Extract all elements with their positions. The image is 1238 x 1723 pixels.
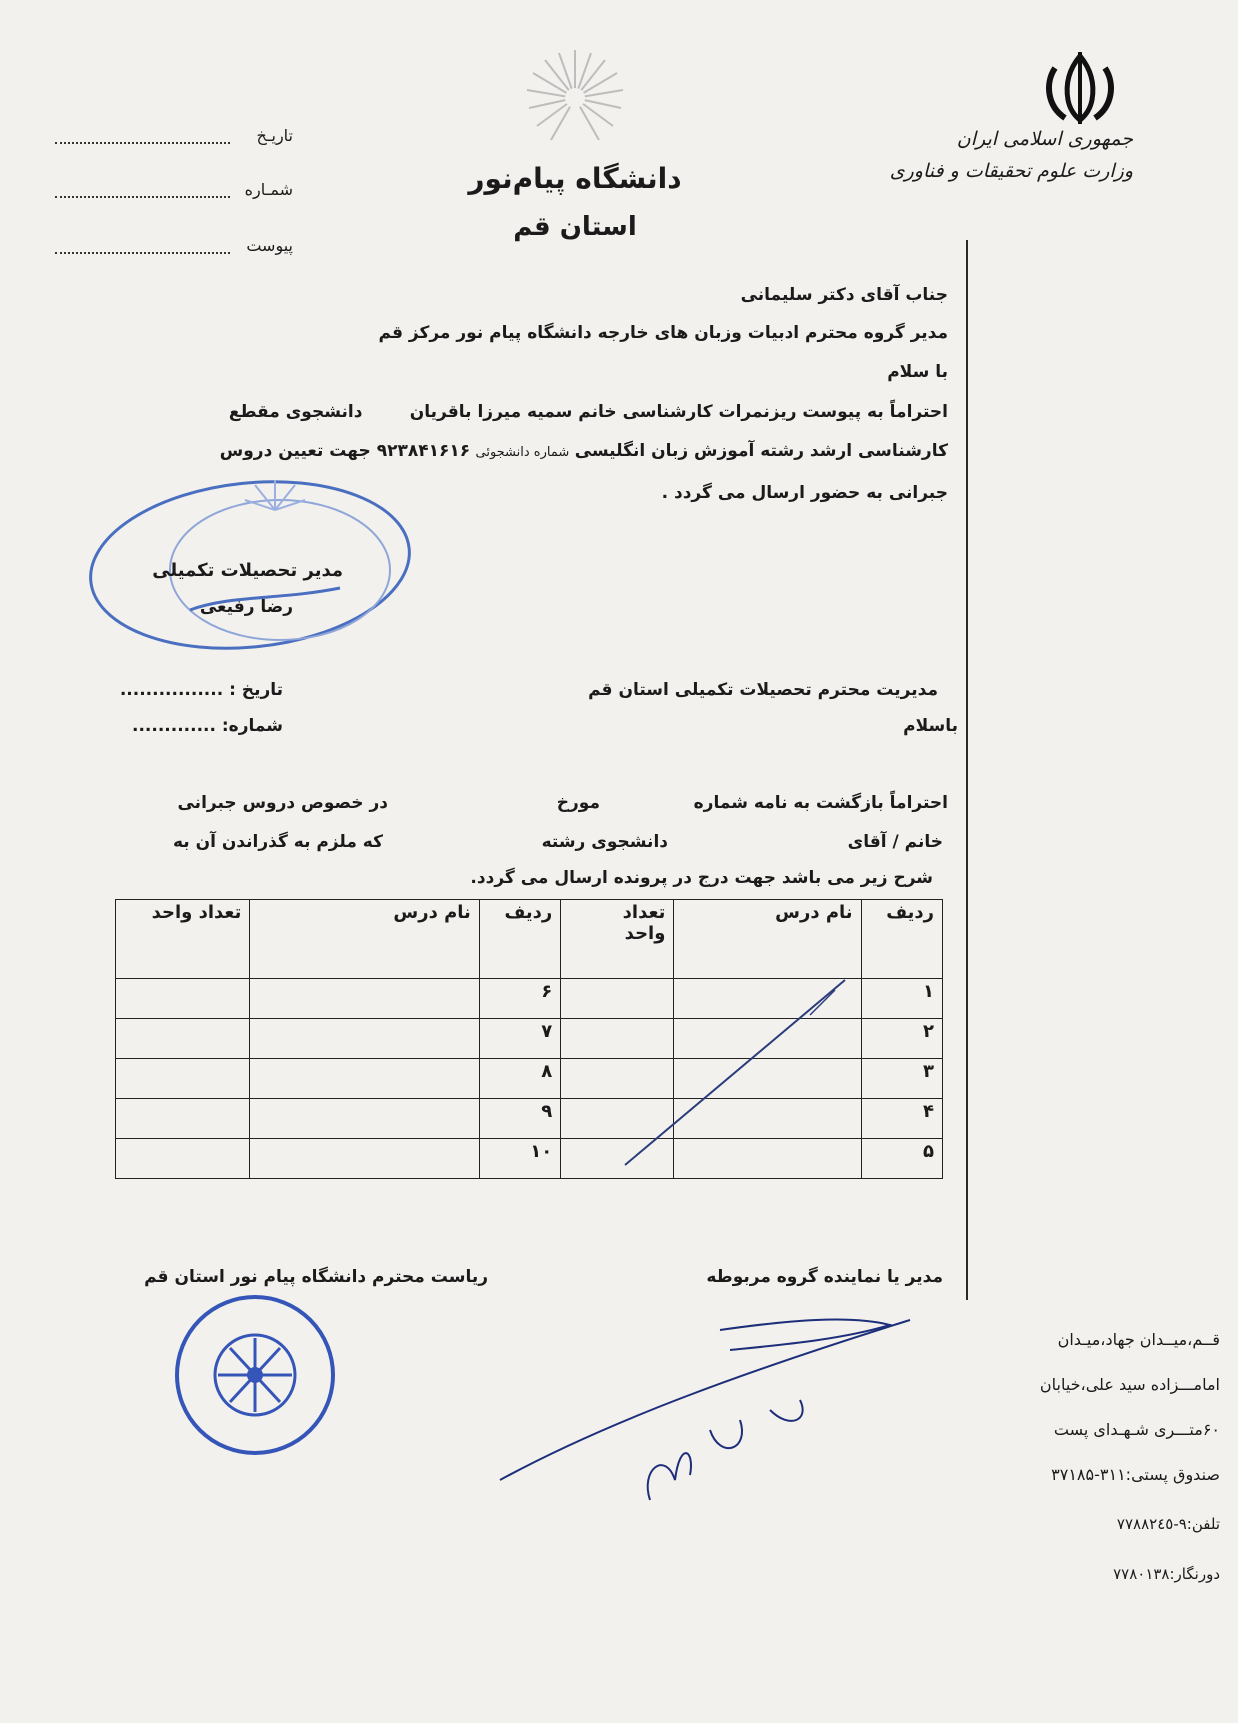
stamp-title: مدیر تحصیلات تکمیلی <box>152 560 343 581</box>
header-units-2: تعداد واحد <box>116 900 250 979</box>
strike-through-line-icon <box>620 975 850 1170</box>
university-name: دانشگاه پیام‌نور <box>468 162 682 195</box>
row-number: ۷ <box>479 1018 560 1058</box>
reply-line3: شرح زیر می باشد جهت درج در پرونده ارسال می گردد. <box>470 868 933 888</box>
reply-line1-c: در خصوص دروس جبرانی <box>177 793 388 813</box>
address-line-2: امامـــزاده سید علی،خیابان <box>1039 1375 1220 1394</box>
body-line-3: جبرانی به حضور ارسال می گردد . <box>661 483 948 503</box>
reply-line2-b: دانشجوی رشته <box>541 832 668 852</box>
reply-number-label: شماره: <box>221 716 283 736</box>
row-number: ۴ <box>861 1098 942 1138</box>
number-label: شمـاره <box>244 180 293 199</box>
number-field <box>55 192 230 198</box>
row-number: ۱ <box>861 978 942 1018</box>
row-number: ۳ <box>861 1058 942 1098</box>
university-seal-icon <box>170 1290 340 1460</box>
body-line-2-id-label: شماره دانشجوئی <box>475 445 570 460</box>
row-number: ۸ <box>479 1058 560 1098</box>
reply-number-value: ............. <box>131 716 216 736</box>
header-row-no-1: ردیف <box>861 900 942 979</box>
header-row-no-2: ردیف <box>479 900 560 979</box>
row-number: ۱۰ <box>479 1138 560 1178</box>
header-course-2: نام درس <box>250 900 479 979</box>
phone-number: تلفن:۹-۷۷۸۸۲٤٥ <box>1116 1515 1220 1533</box>
attachment-label: پیوست <box>246 236 293 255</box>
header-units-1-line2: واحد <box>624 923 666 944</box>
margin-rule <box>966 240 968 1300</box>
date-field <box>55 138 230 144</box>
header-course-1: نام درس <box>674 900 861 979</box>
header-units-1-line1: تعداد <box>622 902 666 923</box>
ministry-line1: جمهوری اسلامی ایران <box>956 128 1133 150</box>
row-number: ۶ <box>479 978 560 1018</box>
body-line-1: احتراماً به پیوست ریزنمرات کارشناسی خانم سمیه میرزا باقریان دانشجوی مقطع <box>228 402 948 422</box>
row-number: ۲ <box>861 1018 942 1058</box>
body-line-2-id: ۹۲۳۸۴۱۶۱۶ جهت تعیین دروس <box>219 441 471 461</box>
reply-date-label: تاریخ : <box>229 680 283 700</box>
address-line-3: ۶۰متـــری شـهـدای پست <box>1053 1420 1220 1439</box>
group-head-signature-label: مدیر یا نماینده گروه مربوطه <box>706 1267 943 1287</box>
ministry-line2: وزارت علوم تحقیقات و فناوری <box>889 160 1133 182</box>
reply-date-value: ................ <box>119 680 224 700</box>
body-line-2-program: کارشناسی ارشد رشته آموزش زبان انگلیسی <box>574 441 948 461</box>
reply-line1-b: مورخ <box>556 793 600 813</box>
handwritten-signature-icon <box>490 1300 920 1520</box>
reply-line2-a: خانم / آقای <box>847 832 943 852</box>
row-number: ۵ <box>861 1138 942 1178</box>
province-name: استان قم <box>513 212 637 242</box>
address-line-1: قــم،میــدان جهاد،میـدان <box>1057 1330 1220 1349</box>
reply-line2-c: که ملزم به گذراندن آن به <box>172 832 383 852</box>
addressee: جناب آقای دکتر سلیمانی <box>740 285 948 305</box>
body-line-2 <box>220 441 948 461</box>
date-label: تاریـخ <box>256 126 293 145</box>
reply-date <box>120 680 283 700</box>
president-signature-label: ریاست محترم دانشگاه پیام نور استان قم <box>144 1267 488 1287</box>
iran-emblem-icon <box>1035 48 1125 126</box>
greeting: با سلام <box>887 362 948 382</box>
fax-number: دورنگار:۷۷۸۰۱۳۸ <box>1113 1565 1220 1583</box>
attachment-field <box>55 248 230 254</box>
university-logo-icon <box>525 48 625 148</box>
reply-line1-a: احتراماً بازگشت به نامه شماره <box>693 793 948 813</box>
table-header-row <box>116 900 943 979</box>
stamp-name: رضا رفیعی <box>199 597 293 617</box>
addressee-title: مدیر گروه محترم ادبیات وزبان های خارجه دانشگاه پیام نور مرکز قم <box>378 323 948 343</box>
row-number: ۹ <box>479 1098 560 1138</box>
header-units-1 <box>561 900 674 979</box>
reply-greeting: باسلام <box>903 716 958 736</box>
reply-number <box>132 716 283 736</box>
reply-addressee: مدیریت محترم تحصیلات تکمیلی استان قم <box>588 680 938 700</box>
address-line-4: صندوق پستی:۳۱۱-۳۷۱۸۵ <box>1051 1465 1220 1484</box>
